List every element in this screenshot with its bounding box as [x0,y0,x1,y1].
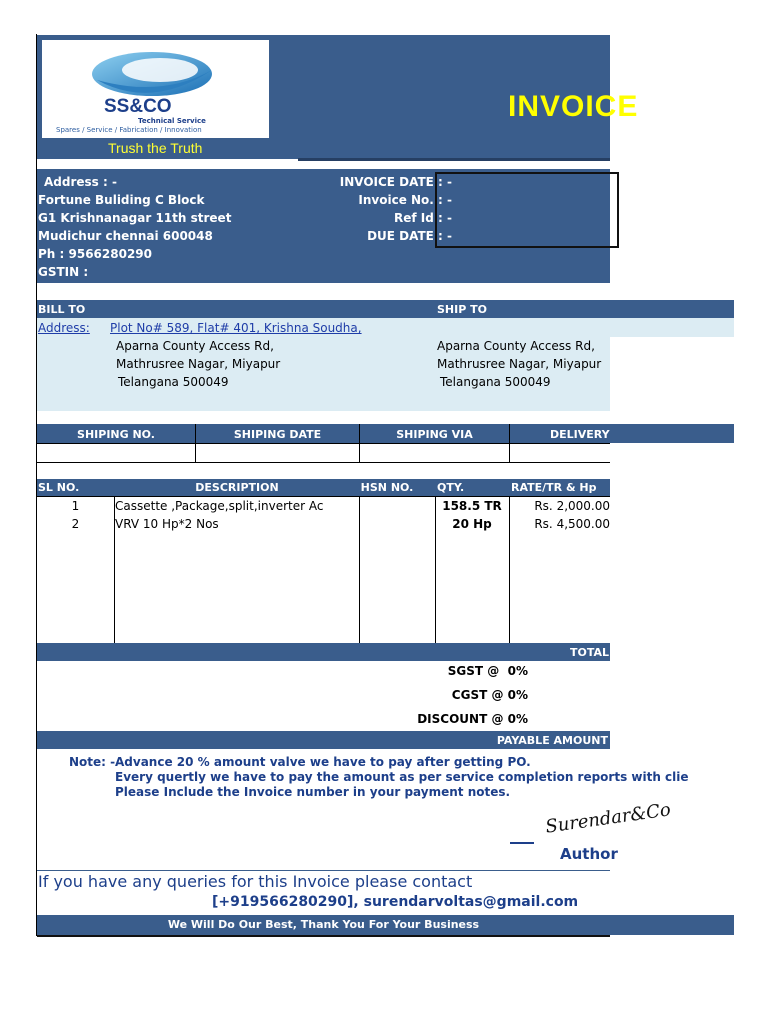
shipping-row[interactable] [37,444,610,462]
logo-tagline: Spares / Service / Fabrication / Innovation [56,126,202,134]
item-rate: Rs. 4,500.00 [534,517,610,531]
logo-text: SS&CO [104,96,172,117]
ref-id-label: Ref Id : - [394,211,452,225]
billto-address-label: Address: [38,321,90,335]
company-logo [42,40,269,138]
item-rate: Rs. 2,000.00 [534,499,610,513]
item-description: VRV 10 Hp*2 Nos [115,517,219,531]
sgst-label: SGST @ 0% [447,664,528,678]
payable-label: PAYABLE AMOUNT [496,734,608,747]
sl-no-header: SL NO. [38,481,80,494]
item-sl: 1 [71,499,80,513]
motto: Trush the Truth [108,140,203,156]
rate-header: RATE/TR & Hp [511,481,597,494]
total-label: TOTAL [570,646,610,659]
invoice-date-label: INVOICE DATE : - [339,175,452,189]
sender-line1: Fortune Buliding C Block [38,193,205,207]
item-sl: 2 [71,517,80,531]
sender-gstin: GSTIN : [38,265,89,279]
sender-line2: G1 Krishnanagar 11th street [38,211,232,225]
delivery-header: DELIVERY [550,428,610,441]
footer-query: If you have any queries for this Invoice please contact [38,872,473,891]
billto-address-line4: Telangana 500049 [118,375,229,389]
thanks-text: We Will Do Our Best, Thank You For Your Business [167,918,480,931]
shipto-address-line4: Telangana 500049 [440,375,551,389]
total-bar [37,643,610,661]
billto-address-line3: Mathrusree Nagar, Miyapur [116,357,281,371]
due-date-label: DUE DATE : - [367,229,452,243]
item-description: Cassette ,Package,split,inverter Ac [115,499,324,513]
table-row [37,498,610,516]
logo-subtitle: Technical Service [138,117,206,125]
notes-line1: Advance 20 % amount valve we have to pay after getting PO. [115,755,531,769]
shipping-no-header: SHIPING NO. [77,428,155,441]
footer-contact[interactable]: [+919566280290], surendarvoltas@gmail.com [212,894,579,910]
invoice-no-label: Invoice No. : - [358,193,452,207]
doc-title: INVOICE [508,90,639,123]
invoice-meta-box [435,172,619,248]
signature-script: Surendar&Co [544,799,673,838]
notes-line3: Please Include the Invoice number in your payment notes. [115,785,511,799]
cgst-label: CGST @ 0% [451,688,528,702]
shipto-heading: SHIP TO [437,303,487,316]
shipping-date-header: SHIPING DATE [233,428,322,441]
billto-heading: BILL TO [38,303,86,316]
sender-line3: Mudichur chennai 600048 [38,229,213,243]
shipto-address-line2: Aparna County Access Rd, [437,339,595,353]
item-qty: 20 Hp [452,517,492,531]
shipto-address-line3: Mathrusree Nagar, Miyapur [437,357,602,371]
notes-line2: Every quertly we have to pay the amount as per service completion reports with clie [115,770,689,784]
qty-header: QTY. [437,481,465,494]
discount-label: DISCOUNT @ 0% [417,712,528,726]
notes-label: Note: - [69,755,116,769]
sender-address-label: Address : - [44,175,117,189]
hsn-header: HSN NO. [360,481,414,494]
signature-label: Author [560,845,618,863]
table-row [37,516,610,534]
billto-address-line2: Aparna County Access Rd, [116,339,274,353]
sender-phone: Ph : 9566280290 [38,247,152,261]
item-qty: 158.5 TR [442,499,502,513]
description-header: DESCRIPTION [195,481,279,494]
shipping-via-header: SHIPING VIA [396,428,473,441]
billto-address-line1: Plot No# 589, Flat# 401, Krishna Soudha, [110,321,362,335]
